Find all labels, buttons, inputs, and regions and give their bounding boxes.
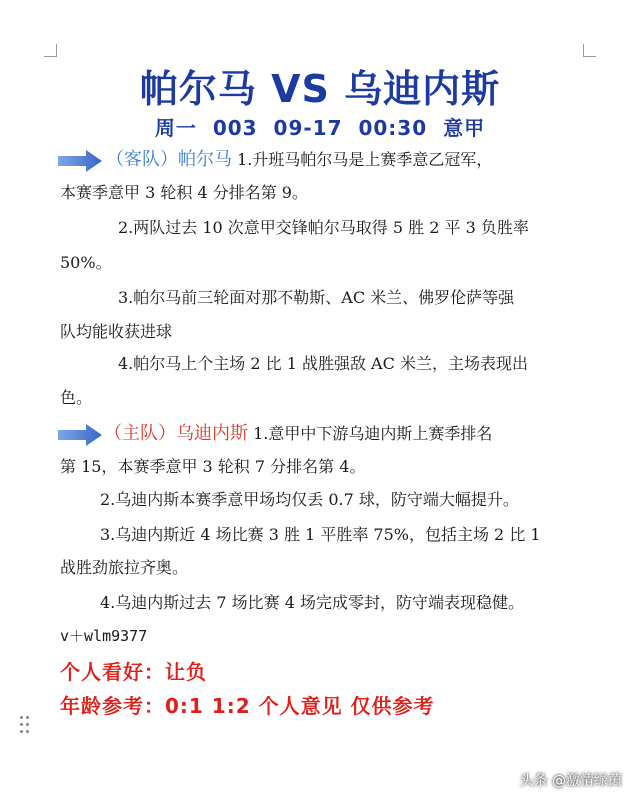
crop-mark-top-left bbox=[44, 44, 57, 57]
crop-mark-top-right bbox=[583, 44, 596, 57]
away-point-2: 2.两队过去 10 次意甲交锋帕尔马取得 5 胜 2 平 3 负胜率 bbox=[118, 218, 529, 237]
match-info: 周一 003 09-17 00:30 意甲 bbox=[154, 116, 486, 140]
watermark: 头条 @激情绿茵 bbox=[519, 773, 622, 789]
home-point-1: 1.意甲中下游乌迪内斯上赛季排名 bbox=[253, 424, 493, 443]
home-point-3-cont: 战胜劲旅拉齐奥。 bbox=[60, 558, 189, 577]
away-point-1-cont: 本赛季意甲 3 轮积 4 分排名第 9。 bbox=[60, 183, 308, 202]
away-team-row bbox=[106, 150, 492, 170]
home-point-4: 4.乌迪内斯过去 7 场比赛 4 场完成零封，防守端表现稳健。 bbox=[100, 593, 524, 612]
page-title: 帕尔马 VS 乌迪内斯 bbox=[139, 67, 501, 111]
arrow-right-icon bbox=[58, 150, 102, 172]
away-point-4: 4.帕尔马上个主场 2 比 1 战胜强敌 AC 米兰，主场表现出 bbox=[118, 354, 528, 373]
away-point-1: 1.升班马帕尔马是上赛季意乙冠军， bbox=[237, 150, 493, 169]
arrow-right-icon bbox=[58, 424, 102, 446]
contact-id: v＋wlm9377 bbox=[60, 627, 148, 645]
pick-line: 个人看好：让负 bbox=[60, 660, 207, 684]
away-team-tag: （客队）帕尔马 bbox=[106, 149, 232, 170]
home-point-3: 3.乌迪内斯近 4 场比赛 3 胜 1 平胜率 75%，包括主场 2 比 1 bbox=[100, 525, 541, 544]
away-point-3-cont: 队均能收获进球 bbox=[60, 322, 173, 341]
home-team-tag: （主队）乌迪内斯 bbox=[104, 423, 248, 444]
away-point-3: 3.帕尔马前三轮面对那不勒斯、AC 米兰、佛罗伦萨等强 bbox=[118, 288, 515, 307]
home-point-2: 2.乌迪内斯本赛季意甲场均仅丢 0.7 球，防守端大幅提升。 bbox=[100, 490, 519, 509]
home-point-1-cont: 第 15，本赛季意甲 3 轮积 7 分排名第 4。 bbox=[60, 457, 366, 476]
home-team-row bbox=[104, 424, 492, 444]
drag-handle-icon[interactable] bbox=[20, 716, 30, 736]
score-reference: 年龄参考：0:1 1:2 个人意见 仅供参考 bbox=[60, 694, 435, 718]
away-point-2-cont: 50%。 bbox=[60, 253, 112, 272]
away-point-4-cont: 色。 bbox=[60, 388, 93, 407]
